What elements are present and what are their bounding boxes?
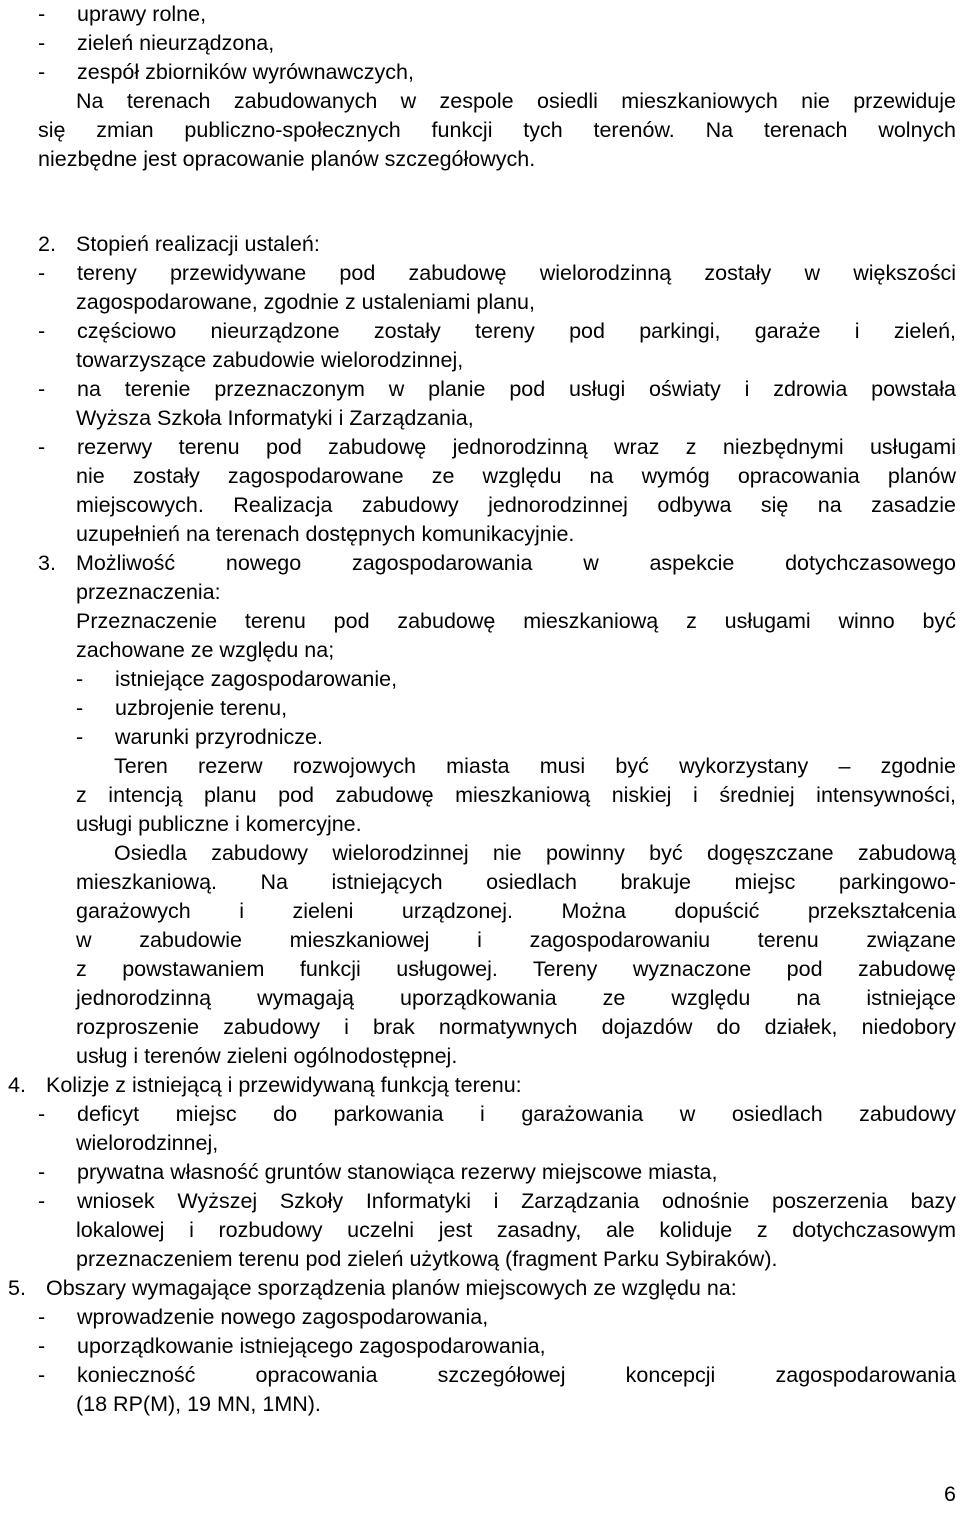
section-2: 2. Stopień realizacji ustaleń: - tereny przewidywane pod zabudowę wielorodzinną zostały w większości zagospodarowane, zgodnie z ustaleniami planu, - częściowo nieurządzone zostały tereny pod parkingi, garaże i zieleń, towarzyszące zabudowie wielorodzinnej, - na terenie przeznaczonym w planie pod usługi oświaty i zdrowia powstała Wyższa Szkoła Informatyki i Zarządzania, - rezerwy terenu pod zabudowę jednorodzinną wraz z niezbędnymi usługami nie zostały zagospodarowane ze względu na wymóg opracowania planów miejscowych. Realizacja zabudowy jednorodzinnej odbywa się na zasadzie uzupełnień na terenach dostępnych komunikacyjnie. (38, 232, 956, 546)
document-page (8, 0, 956, 1419)
list-item: - uprawy rolne, (38, 0, 956, 29)
list-item: - istniejące zagospodarowanie, (76, 667, 398, 691)
section-5: 5. Obszary wymagające sporządzenia planów miejscowych ze względu na: - wprowadzenie nowego zagospodarowania, - uporządkowanie istniejącego zagospodarowania, - konieczność opracowania szczegółowej koncepcji zagospodarowania (18 RP(M), 19 MN, 1MN). (8, 1276, 956, 1416)
section-heading: 4. Kolizje z istniejącą i przewidywaną funkcją terenu: (8, 1073, 522, 1097)
section-4: 4. Kolizje z istniejącą i przewidywaną funkcją terenu: - deficyt miejsc do parkowania i garażowania w osiedlach zabudowy wielorodzinnej, - prywatna własność gruntów stanowiąca rezerwy miejscowe miasta, - wniosek Wyższej Szkoły Informatyki i Zarządzania odnośnie poszerzenia bazy lokalowej i rozbudowy uczelni jest zasadny, ale koliduje z dotychczasowym przeznaczeniem terenu pod zieleń użytkową (fragment Parku Sybiraków). (8, 1073, 956, 1271)
list-item: - tereny przewidywane pod zabudowę wielorodzinną zostały w większości (38, 261, 956, 285)
list-item: - wniosek Wyższej Szkoły Informatyki i Zarządzania odnośnie poszerzenia bazy (38, 1189, 956, 1213)
list-item: - częściowo nieurządzone zostały tereny pod parkingi, garaże i zieleń, (38, 319, 956, 343)
dash: - (38, 60, 46, 84)
list-item: - na terenie przeznaczonym w planie pod usługi oświaty i zdrowia powstała (38, 377, 956, 401)
list-item: - prywatna własność gruntów stanowiąca rezerwy miejscowe miasta, (38, 1160, 718, 1184)
intro-paragraph: Na terenach zabudowanych w zespole osiedli mieszkaniowych nie przewiduje się zmian publiczno-społecznych funkcji tych terenów. Na terenach wolnych niezbędne jest opracowanie planów szczegółowych. (38, 89, 956, 171)
paragraph: Teren rezerw rozwojowych miasta musi być wykorzystany – zgodnie z intencją planu pod zabudowę mieszkaniową niskiej i średniej intensywności, usługi publiczne i komercyjne. (76, 754, 956, 836)
list-item: - zieleń nieurządzona, (38, 29, 956, 58)
section-heading: 5. Obszary wymagające sporządzenia planów miejscowych ze względu na: (8, 1276, 737, 1300)
list-item: - warunki przyrodnicze. (76, 725, 323, 749)
section-3: 3. Możliwość nowego zagospodarowania w aspekcie dotychczasowego przeznaczenia: Przeznaczenie terenu pod zabudowę mieszkaniową z usługami winno być zachowane ze względu na; - istniejące zagospodarowanie, - uzbrojenie terenu, - warunki przyrodnicze. Teren rezerw rozwojowych miasta musi być wykorzystany – zgodnie z intencją planu pod zabudowę mieszkaniową niskiej i średniej intensywności, usługi publiczne i komercyjne. Osiedla zabudowy wielorodzinnej nie powinny być dogęszczane zabudową mieszkaniową. Na istniejących osiedlach brakuje miejsc parkingowo- garażowych i zieleni urządzonej. Można dopuścić przekształcenia w zabudowie mieszkaniowej i zagospodarowaniu terenu związane z powstawaniem funkcji usługowej. Tereny wyznaczone pod zabudowę jednorodzinną wymagają uporządkowania ze względu na istniejące rozproszenie zabudowy i brak normatywnych dojazdów do działek, niedobory usług i terenów zieleni ogólnodostępnej. (38, 549, 956, 1071)
list-item: - zespół zbiorników wyrównawczych, (38, 58, 956, 87)
dash: - (38, 2, 46, 26)
list-item: - uzbrojenie terenu, (76, 696, 288, 720)
dash: - (38, 31, 46, 55)
list-item: - wprowadzenie nowego zagospodarowania, (38, 1305, 489, 1329)
page-number: 6 (944, 1482, 956, 1506)
list-item: - deficyt miejsc do parkowania i garażowania w osiedlach zabudowy (38, 1102, 956, 1126)
paragraph: Osiedla zabudowy wielorodzinnej nie powinny być dogęszczane zabudową mieszkaniową. Na istniejących osiedlach brakuje miejsc parkingowo- garażowych i zieleni urządzonej. Można dopuścić przekształcenia w zabudowie mieszkaniowej i zagospodarowaniu terenu związane z powstawaniem funkcji usługowej. Tereny wyznaczone pod zabudowę jednorodzinną wymagają uporządkowania ze względu na istniejące rozproszenie zabudowy i brak normatywnych dojazdów do działek, niedobory usług i terenów zieleni ogólnodostępnej. (76, 841, 956, 1068)
section-heading: 3. Możliwość nowego zagospodarowania w aspekcie dotychczasowego (38, 551, 956, 575)
section-heading: 2. Stopień realizacji ustaleń: (38, 232, 320, 256)
list-item: - uporządkowanie istniejącego zagospodarowania, (38, 1334, 546, 1358)
list-item: - konieczność opracowania szczegółowej koncepcji zagospodarowania (38, 1363, 956, 1387)
list-item: - rezerwy terenu pod zabudowę jednorodzinną wraz z niezbędnymi usługami (38, 435, 956, 459)
